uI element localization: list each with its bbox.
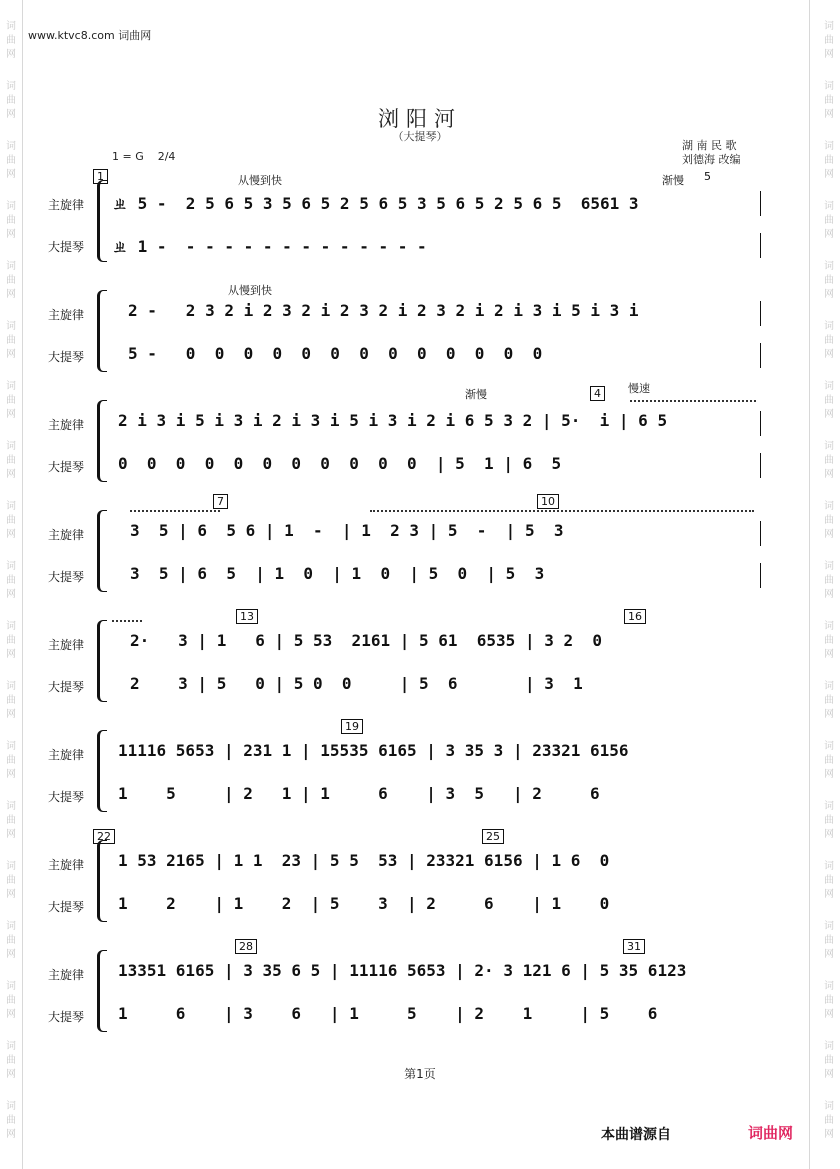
measure-number: 13 bbox=[236, 609, 258, 624]
key-signature: 1 = G 2/4 bbox=[112, 150, 176, 163]
score-system-2 bbox=[0, 282, 840, 382]
tuplet-number: 5 bbox=[704, 170, 711, 183]
part-label-melody: 主旋律 bbox=[48, 858, 85, 872]
staff-bracket bbox=[97, 400, 107, 482]
page-number: 第1页 bbox=[404, 1067, 436, 1081]
tempo-extension-dots bbox=[130, 510, 220, 512]
page-title: 浏阳河 bbox=[378, 107, 462, 131]
tempo-marking: 从慢到快 bbox=[228, 284, 272, 297]
cello-line: 1 6 | 3 6 | 1 5 | 2 1 | 5 6 bbox=[118, 1004, 658, 1023]
part-label-cello: 大提琴 bbox=[48, 460, 85, 474]
measure-number: 25 bbox=[482, 829, 504, 844]
part-label-melody: 主旋律 bbox=[48, 968, 85, 982]
tempo-extension-dots bbox=[630, 400, 756, 402]
measure-number: 7 bbox=[213, 494, 228, 509]
staff-bracket bbox=[97, 950, 107, 1032]
site-logo[interactable]: 词曲网 bbox=[748, 1124, 794, 1142]
staff-bracket bbox=[97, 620, 107, 702]
barline bbox=[760, 233, 761, 258]
barline bbox=[760, 453, 761, 478]
part-label-cello: 大提琴 bbox=[48, 1010, 85, 1024]
source-label: 本曲谱源自 bbox=[601, 1127, 671, 1143]
staff-bracket bbox=[97, 180, 107, 262]
watermark-column-left: 词 曲 网 词 曲 网 词 曲 网 词 曲 网 词 曲 网 词 曲 网 词 曲 网 词 曲 网 词 曲 网 词 曲 网 词 曲 网 词 曲 网 词 曲 网 词 曲 网 词 曲 网 词 曲 网 词 曲 网 词 曲 网 词 曲 网 bbox=[6, 21, 16, 1140]
melody-line: 1 53 2165 | 1 1 23 | 5 5 53 | 23321 6156 | 1 6 0 bbox=[118, 851, 610, 870]
barline bbox=[760, 301, 761, 326]
cello-line: 0 0 0 0 0 0 0 0 0 0 0 | 5 1 | 6 5 bbox=[118, 454, 562, 473]
score-system-1 bbox=[0, 172, 840, 272]
melody-line: 13351 6165 | 3 35 6 5 | 11116 5653 | 2· 3 121 6 | 5 35 6123 bbox=[118, 961, 687, 980]
barline bbox=[760, 411, 761, 436]
score-system-5 bbox=[0, 612, 840, 712]
measure-number: 28 bbox=[235, 939, 257, 954]
cello-line: 1 2 | 1 2 | 5 3 | 2 6 | 1 0 bbox=[118, 894, 610, 913]
cello-line: 2 3 | 5 0 | 5 0 0 | 5 6 | 3 1 bbox=[130, 674, 583, 693]
barline bbox=[760, 191, 761, 216]
tempo-extension-dots bbox=[112, 620, 142, 622]
measure-number: 31 bbox=[623, 939, 645, 954]
cello-line: ㄓ 1 - - - - - - - - - - - - - - bbox=[112, 237, 427, 256]
melody-line: 2 i 3 i 5 i 3 i 2 i 3 i 5 i 3 i 2 i 6 5 3 2 | 5· i | 6 5 bbox=[118, 411, 668, 430]
part-label-melody: 主旋律 bbox=[48, 528, 85, 542]
part-label-melody: 主旋律 bbox=[48, 418, 85, 432]
part-label-cello: 大提琴 bbox=[48, 680, 85, 694]
staff-bracket bbox=[97, 510, 107, 592]
part-label-melody: 主旋律 bbox=[48, 748, 85, 762]
part-label-cello: 大提琴 bbox=[48, 790, 85, 804]
measure-number: 1 bbox=[93, 169, 108, 184]
tempo-marking: 渐慢 bbox=[465, 388, 487, 401]
cello-line: 1 5 | 2 1 | 1 6 | 3 5 | 2 6 bbox=[118, 784, 600, 803]
part-label-melody: 主旋律 bbox=[48, 198, 85, 212]
part-label-cello: 大提琴 bbox=[48, 570, 85, 584]
melody-line: 3 5 | 6 5 6 | 1 - | 1 2 3 | 5 - | 5 3 bbox=[130, 521, 564, 540]
composer-credit bbox=[682, 139, 741, 167]
tempo-extension-dots bbox=[370, 510, 754, 512]
part-label-cello: 大提琴 bbox=[48, 900, 85, 914]
barline bbox=[760, 563, 761, 588]
site-url[interactable]: www.ktvc8.com 词曲网 bbox=[28, 29, 152, 42]
part-label-melody: 主旋律 bbox=[48, 638, 85, 652]
page-subtitle: （大提琴） bbox=[392, 130, 448, 143]
score-system-8 bbox=[0, 942, 840, 1042]
measure-number: 22 bbox=[93, 829, 115, 844]
part-label-cello: 大提琴 bbox=[48, 350, 85, 364]
melody-line: 11116 5653 | 231 1 | 15535 6165 | 3 35 3 | 23321 6156 bbox=[118, 741, 629, 760]
watermark-column-right: 词 曲 网 词 曲 网 词 曲 网 词 曲 网 词 曲 网 词 曲 网 词 曲 网 词 曲 网 词 曲 网 词 曲 网 词 曲 网 词 曲 网 词 曲 网 词 曲 网 词 曲 网 词 曲 网 词 曲 网 词 曲 网 词 曲 网 bbox=[824, 21, 834, 1140]
barline bbox=[760, 343, 761, 368]
measure-number: 19 bbox=[341, 719, 363, 734]
barline bbox=[760, 521, 761, 546]
cello-line: 3 5 | 6 5 | 1 0 | 1 0 | 5 0 | 5 3 bbox=[130, 564, 545, 583]
measure-number: 16 bbox=[624, 609, 646, 624]
measure-number: 10 bbox=[537, 494, 559, 509]
part-label-cello: 大提琴 bbox=[48, 240, 85, 254]
melody-line: ㄓ 5 - 2 5 6 5 3 5 6 5 2 5 6 5 3 5 6 5 2 5 6 5 6561 3 bbox=[112, 194, 639, 213]
staff-bracket bbox=[97, 840, 107, 922]
score-system-7 bbox=[0, 832, 840, 932]
score-system-4 bbox=[0, 495, 840, 602]
tempo-marking: 从慢到快 bbox=[238, 174, 282, 187]
score-system-6 bbox=[0, 722, 840, 822]
tempo-marking: 慢速 bbox=[628, 382, 650, 395]
score-system-3 bbox=[0, 382, 840, 492]
staff-bracket bbox=[97, 290, 107, 372]
melody-line: 2 - 2 3 2 i 2 3 2 i 2 3 2 i 2 3 2 i 2 i 3 i 5 i 3 i bbox=[128, 301, 639, 320]
composer-origin: 湖 南 民 歌 bbox=[682, 139, 737, 152]
composer-arranger: 刘德海 改编 bbox=[682, 153, 741, 166]
melody-line: 2· 3 | 1 6 | 5 53 2161 | 5 61 6535 | 3 2 0 bbox=[130, 631, 603, 650]
part-label-melody: 主旋律 bbox=[48, 308, 85, 322]
staff-bracket bbox=[97, 730, 107, 812]
measure-number: 4 bbox=[590, 386, 605, 401]
tempo-marking: 渐慢 bbox=[662, 174, 684, 187]
cello-line: 5 - 0 0 0 0 0 0 0 0 0 0 0 0 0 bbox=[128, 344, 543, 363]
